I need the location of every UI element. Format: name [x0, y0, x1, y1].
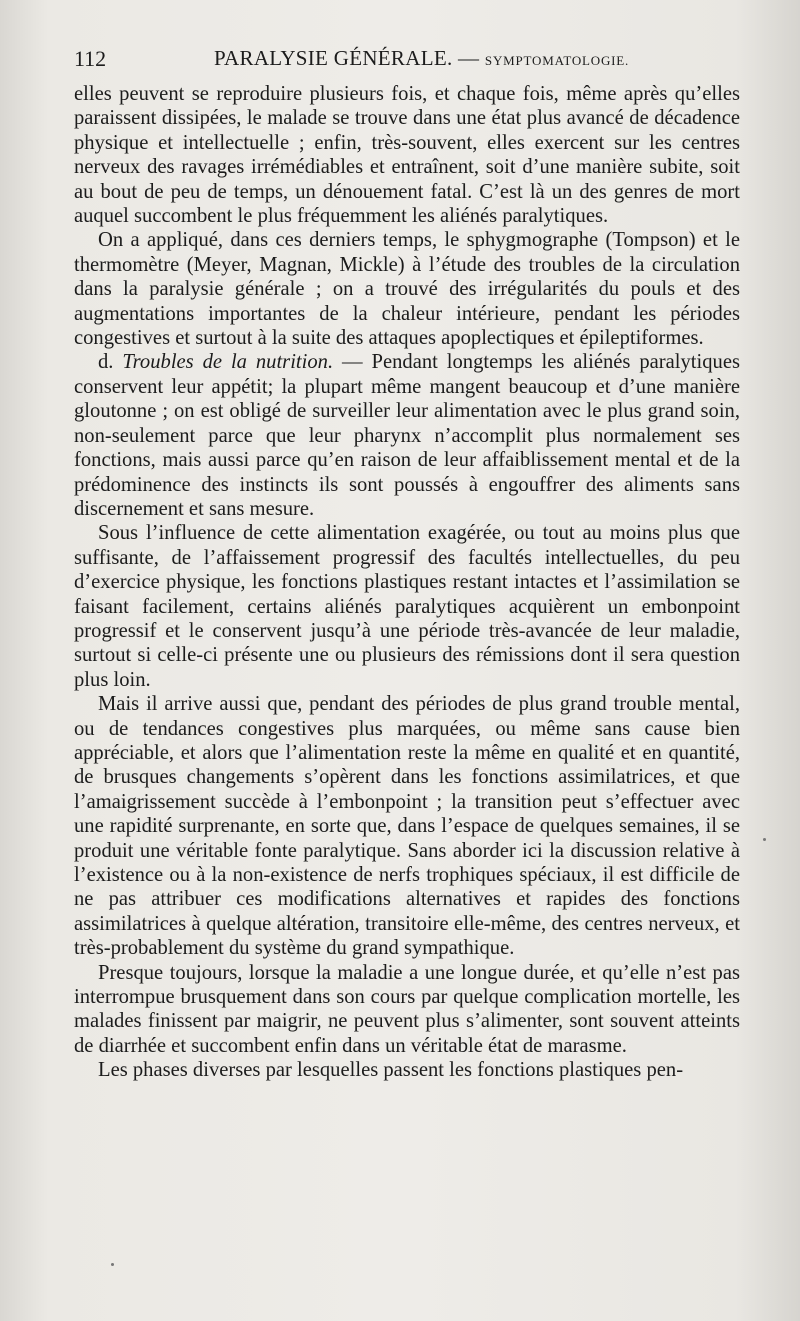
section-text: — Pendant longtemps les aliénés paralytiques conservent leur appétit; la plupart même mangent beaucoup et d’une manière gloutonne ; on est obligé de surveiller leur alimentation avec le plus grand soin, non-seulement parce que leur pharynx n’accomplit plus normalement ses fonctions, mais aussi parce qu’en raison de leur affaiblissement mental et de la prédominence des instincts ils sont poussés à engouffrer des aliments sans discernement et sans mesure.	[74, 351, 740, 520]
paragraph-1: elles peuvent se reproduire plusieurs fois, et chaque fois, même après qu’elles paraissent dissipées, le malade se trouve dans une état plus avancé de décadence physique et intellectuelle ; enfin, très-souvent, elles exercent sur les centres nerveux des ravages irrémédiables et entraînent, soit d’une manière subite, soit au bout de peu de temps, un dénouement fatal. C’est là un des genres de mort auquel succombent le plus fréquemment les aliénés paralytiques.	[74, 83, 740, 228]
body-text	[74, 82, 740, 1083]
paragraph-3	[74, 350, 740, 521]
paragraph-5: Mais il arrive aussi que, pendant des périodes de plus grand trouble mental, ou de tendances congestives plus marquées, ou même sans cause bien appréciable, et alors que l’alimentation reste la même en qualité et en quantité, de brusques changements s’opèrent dans les fonctions assimilatrices, et que l’amaigrissement succède à l’embonpoint ; la transition peut s’effectuer avec une rapidité surprenante, en sorte que, dans l’espace de quelques semaines, il se produit une véritable fonte paralytique. Sans aborder ici la discussion relative à l’existence ou à la non-existence de nerfs trophiques spéciaux, il est difficile de ne pas attribuer ces modifications alternatives et rapides des fonctions assimilatrices à quelque altération, transitoire elle-même, des centres nerveux, et très-probablement du système du grand sympathique.	[74, 693, 740, 960]
running-head-subtitle: SYMPTOMATOLOGIE.	[484, 53, 630, 68]
page-header	[74, 44, 740, 76]
ink-speck	[111, 1263, 114, 1266]
paragraph-2: On a appliqué, dans ces derniers temps, le sphygmographe (Tompson) et le thermomètre (Meyer, Magnan, Mickle) à l’étude des troubles de la circulation dans la paralysie générale ; on a trouvé des irrégularités du pouls et des augmentations importantes de la chaleur intérieure, pendant les périodes congestives et surtout à la suite des attaques apoplectiques et épileptiformes.	[74, 229, 740, 350]
section-letter: d.	[98, 351, 114, 374]
running-head-title: PARALYSIE GÉNÉRALE. —	[214, 46, 480, 70]
paragraph-4: Sous l’influence de cette alimentation exagérée, ou tout au moins plus que suffisante, de l’affaissement progressif des facultés intellectuelles, du peu d’exercice physique, les fonctions plastiques restant intactes et l’assimilation se faisant facilement, certains aliénés paralytiques acquièrent un embonpoint progressif et le conservent jusqu’à une période très-avancée de leur maladie, surtout si celle-ci présente une ou plusieurs des rémissions dont il sera question plus loin.	[74, 522, 740, 691]
ink-speck	[763, 838, 766, 841]
paragraph-7: Les phases diverses par lesquelles passent les fonctions plastiques pen-	[98, 1059, 684, 1082]
running-head	[214, 46, 629, 71]
paragraph-6: Presque toujours, lorsque la maladie a une longue durée, et qu’elle n’est pas interrompue brusquement dans son cours par quelque complication mortelle, les malades finissent par maigrir, ne peuvent plus s’alimenter, sont souvent atteints de diarrhée et succombent enfin dans un véritable état de marasme.	[74, 961, 740, 1057]
page-number: 112	[74, 46, 107, 71]
section-heading: Troubles de la nutrition.	[122, 351, 334, 374]
